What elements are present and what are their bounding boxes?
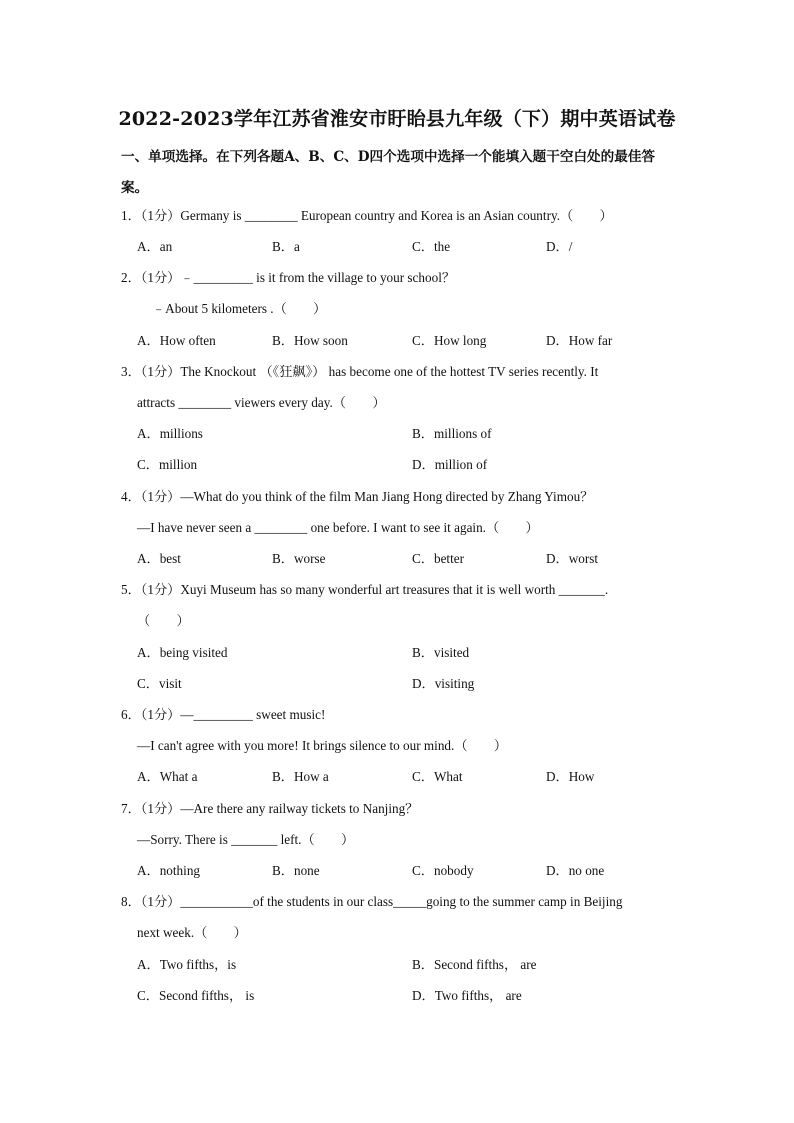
question-2-option-a[interactable]: A．How often — [137, 333, 216, 348]
question-1-option-b[interactable]: B．a — [272, 239, 300, 254]
question-3-stem: 3．（1分）The Knockout （《狂飙》） has become one of the hottest TV series recently. It — [121, 364, 599, 379]
question-4-stem-line2: —I have never seen a ________ one before. I want to see it again.（ ） — [137, 520, 539, 535]
question-6-stem-line2: —I can't agree with you more! It brings silence to our mind.（ ） — [137, 738, 508, 753]
question-4-stem: 4．（1分）—What do you think of the film Man Jiang Hong directed by Zhang Yimou？ — [121, 489, 594, 504]
question-6-option-d[interactable]: D．How — [546, 769, 595, 784]
question-3-option-a[interactable]: A．millions — [137, 426, 203, 441]
question-5-option-d[interactable]: D．visiting — [412, 676, 475, 691]
question-5-option-a[interactable]: A．being visited — [137, 645, 228, 660]
question-8-option-b[interactable]: B．Second fifths， are — [412, 957, 537, 972]
question-4-option-a[interactable]: A．best — [137, 551, 181, 566]
question-2-stem-line2: ﹣About 5 kilometers .（ ） — [152, 301, 327, 316]
question-6-stem: 6．（1分）—_________ sweet music! — [121, 707, 326, 722]
question-6-option-c[interactable]: C．What — [412, 769, 463, 784]
question-6-option-a[interactable]: A．What a — [137, 769, 198, 784]
question-8-stem-line2: next week.（ ） — [137, 925, 247, 940]
question-2-stem: 2．（1分）﹣_________ is it from the village to your school？ — [121, 270, 456, 285]
question-3-stem-line2: attracts ________ viewers every day.（ ） — [137, 395, 386, 410]
question-7-option-a[interactable]: A．nothing — [137, 863, 201, 878]
question-1-stem: 1．（1分）Germany is ________ European country and Korea is an Asian country.（ ） — [121, 208, 613, 223]
question-8-option-a[interactable]: A．Two fifths，is — [137, 957, 237, 972]
question-5-option-b[interactable]: B．visited — [412, 645, 470, 660]
question-5-stem-line2: （ ） — [137, 613, 190, 628]
exam-title: 2022-2023学年江苏省淮安市盱眙县九年级（下）期中英语试卷 — [118, 108, 676, 130]
question-6-option-b[interactable]: B．How a — [272, 769, 329, 784]
question-3-option-c[interactable]: C．million — [137, 457, 198, 472]
question-5-stem: 5．（1分）Xuyi Museum has so many wonderful art treasures that it is well worth _______. — [121, 582, 609, 597]
question-3-option-b[interactable]: B．millions of — [412, 426, 492, 441]
question-2-option-d[interactable]: D．How far — [546, 333, 613, 348]
question-2-option-b[interactable]: B．How soon — [272, 333, 348, 348]
question-2-option-c[interactable]: C．How long — [412, 333, 487, 348]
question-4-option-c[interactable]: C．better — [412, 551, 465, 566]
question-1-option-a[interactable]: A．an — [137, 239, 173, 254]
question-7-stem-line2: —Sorry. There is _______ left.（ ） — [137, 832, 355, 847]
question-5-option-c[interactable]: C．visit — [137, 676, 182, 691]
question-4-option-b[interactable]: B．worse — [272, 551, 326, 566]
question-3-option-d[interactable]: D．million of — [412, 457, 488, 472]
question-7-option-b[interactable]: B．none — [272, 863, 320, 878]
question-7-option-c[interactable]: C．nobody — [412, 863, 474, 878]
question-1-option-c[interactable]: C．the — [412, 239, 451, 254]
section-heading: 一、单项选择。在下列各题A、B、C、D四个选项中选择一个能填入题干空白处的最佳答案。 — [121, 149, 656, 196]
question-1-option-d[interactable]: D．/ — [546, 239, 573, 254]
question-7-option-d[interactable]: D．no one — [546, 863, 605, 878]
question-8-stem: 8．（1分）___________of the students in our class_____going to the summer camp in Beijing — [121, 894, 623, 909]
question-4-option-d[interactable]: D．worst — [546, 551, 599, 566]
question-8-option-c[interactable]: C．Second fifths， is — [137, 988, 255, 1003]
question-7-stem: 7．（1分）—Are there any railway tickets to Nanjing？ — [121, 801, 419, 816]
question-8-option-d[interactable]: D．Two fifths， are — [412, 988, 522, 1003]
